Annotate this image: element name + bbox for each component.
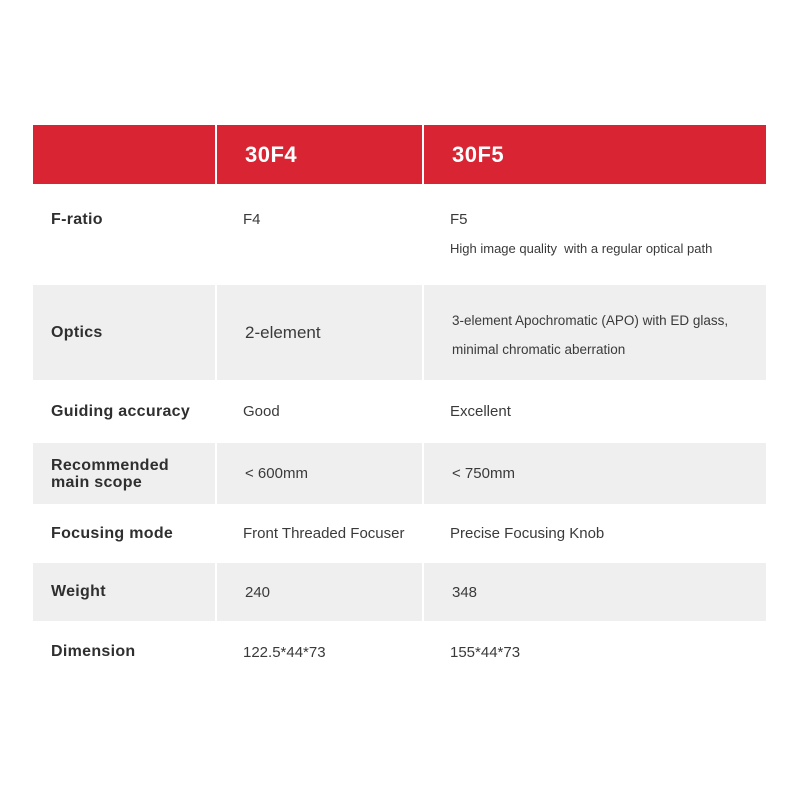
table-row-focusing-mode	[33, 504, 766, 563]
row-label: Dimension	[51, 643, 136, 660]
value-text: F5	[450, 211, 468, 228]
row-value-30f4	[215, 443, 422, 504]
table-row-recommended-main-scope	[33, 443, 766, 504]
row-label: Optics	[51, 323, 103, 341]
header-30f5-cell	[422, 125, 766, 184]
row-value-30f5	[422, 563, 766, 621]
row-value-30f5	[422, 621, 766, 683]
row-label-line2: main scope	[51, 473, 143, 491]
row-label	[51, 457, 169, 491]
value-text: < 750mm	[452, 465, 515, 482]
row-value-30f5	[422, 285, 766, 380]
row-value-30f4	[215, 621, 422, 683]
value-text: 348	[452, 583, 478, 601]
row-label: Weight	[51, 583, 106, 600]
value-text: Precise Focusing Knob	[450, 525, 605, 542]
table-row-optics	[33, 285, 766, 380]
row-value-30f5	[422, 380, 766, 443]
value-text: 2-element	[245, 322, 321, 342]
row-label: Guiding accuracy	[51, 402, 191, 420]
header-model-30f4: 30F4	[245, 141, 298, 167]
table-header-row	[33, 125, 766, 184]
comparison-table	[33, 125, 766, 683]
row-label-cell	[33, 621, 215, 683]
row-value-30f4	[215, 184, 422, 285]
table-row-dimension	[33, 621, 766, 683]
value-text: 240	[245, 583, 271, 601]
row-label-cell	[33, 504, 215, 563]
value-text: F4	[243, 211, 261, 228]
row-value-30f4	[215, 563, 422, 621]
row-value-30f5	[422, 504, 766, 563]
value-note: High image quality with a regular optical path	[450, 241, 713, 256]
row-value-30f4	[215, 285, 422, 380]
value-text-line1: 3-element Apochromatic (APO) with ED glass,	[452, 313, 729, 328]
value-text-line2: minimal chromatic aberration	[452, 342, 626, 357]
value-text: Front Threaded Focuser	[243, 525, 405, 542]
table-row-f-ratio	[33, 184, 766, 285]
row-label: Focusing mode	[51, 524, 174, 542]
row-value-30f4	[215, 380, 422, 443]
row-label-cell	[33, 443, 215, 504]
table-row-weight	[33, 563, 766, 621]
header-30f4-cell	[215, 125, 422, 184]
value-text: 155*44*73	[450, 643, 521, 661]
value-text: Good	[243, 403, 280, 420]
table-row-guiding-accuracy	[33, 380, 766, 443]
row-label-cell	[33, 563, 215, 621]
header-empty-cell	[33, 125, 215, 184]
row-value-30f5	[422, 184, 766, 285]
value-text: 122.5*44*73	[243, 643, 326, 661]
row-label-cell	[33, 380, 215, 443]
row-label: F-ratio	[51, 211, 103, 228]
row-value-30f4	[215, 504, 422, 563]
row-label-cell	[33, 285, 215, 380]
row-label-line1: Recommended	[51, 456, 169, 474]
value-text: Excellent	[450, 403, 511, 420]
row-label-cell	[33, 184, 215, 285]
header-model-30f5: 30F5	[452, 141, 505, 167]
row-value-30f5	[422, 443, 766, 504]
value-text: < 600mm	[245, 465, 308, 482]
